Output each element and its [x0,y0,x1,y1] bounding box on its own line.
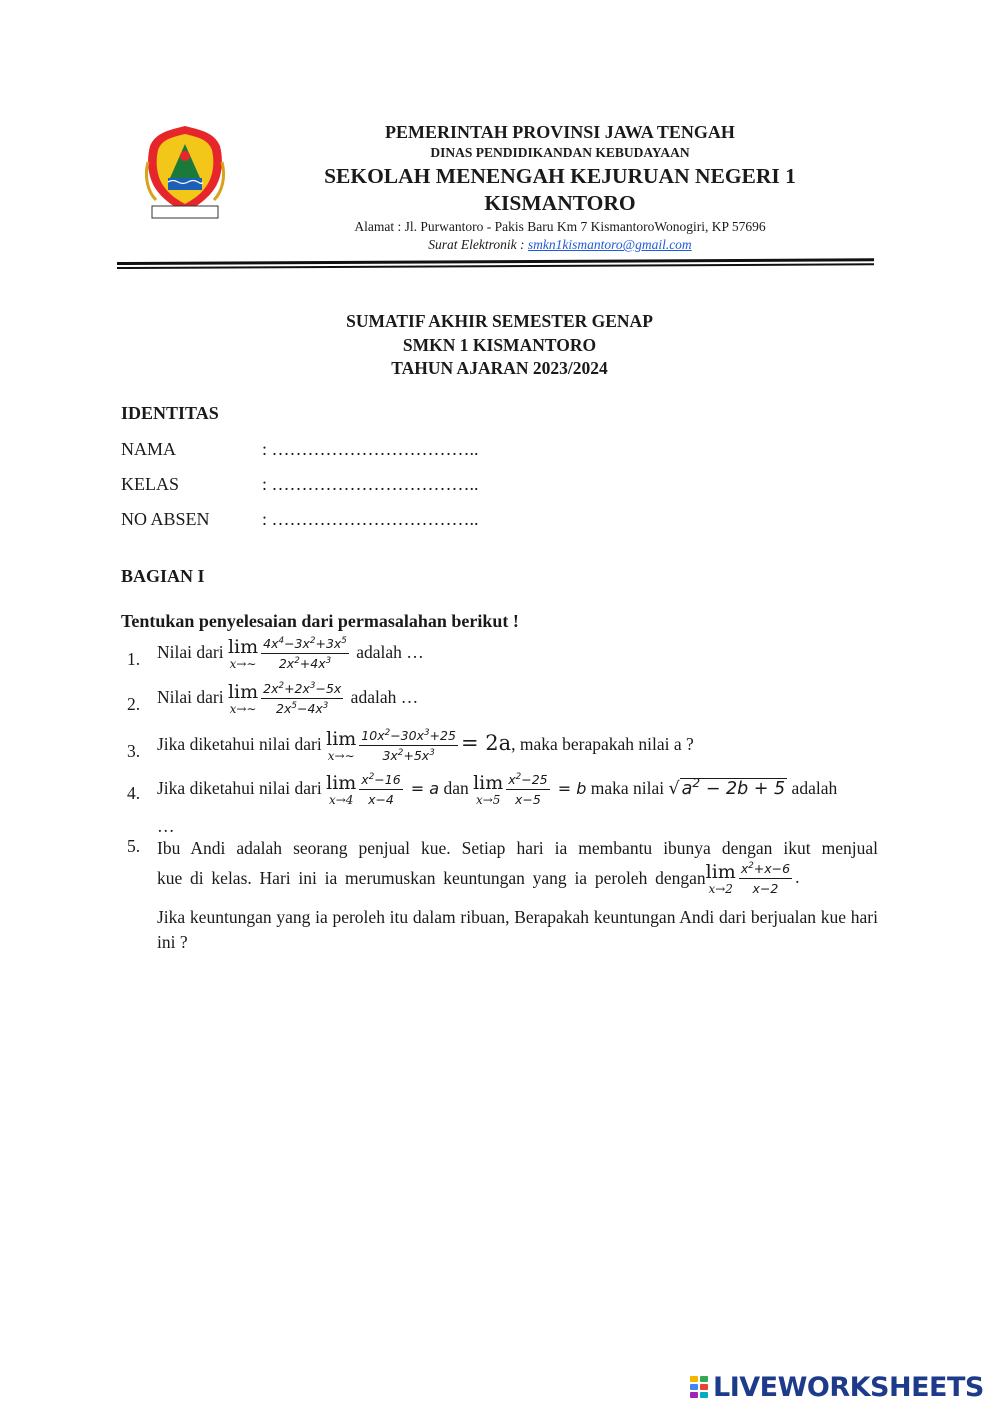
limit-operator: lim x→5 [473,772,504,807]
fraction: $\frac{x^2-16}{x-4}$ [361,771,401,807]
question-text: kue di kelas. Hari ini ia merumuskan keuntungan yang ia peroleh dengan [157,868,706,889]
limit-operator: lim x→∼ [326,728,357,763]
question-continuation: … [157,816,175,836]
limit-operator: lim x→2 [705,861,736,896]
square-root-expression: √ $a^2 - 2b + 5$ [668,776,786,800]
fraction: $\frac{10x^2-30x^3+25}{3x^2+5x^3}$ [361,727,456,763]
school-name-line2: KISMANTORO [484,191,636,215]
school-name: SEKOLAH MENENGAH KEJURUAN NEGERI 1 [324,164,796,188]
question-text: Nilai dari [157,687,228,708]
fraction: $\frac{x^2-25}{x-5}$ [508,771,548,807]
question-text: adalah … [351,642,424,663]
question-text: maka nilai [586,778,669,799]
field-label: NO ABSEN [121,509,210,529]
question-number: 5. [127,836,141,856]
question-number: 3. [127,741,141,761]
equation-rhs: = 2a [460,731,512,756]
question-5-line1: Ibu Andi adalah seorang penjual kue. Setiap hari ia membantu ibunya dengan ikut menjual [157,838,878,858]
limit-operator: lim x→∼ [227,636,259,671]
name-field-blank[interactable]: : …………………………….. [262,439,479,459]
question-number: 4. [127,783,141,803]
limit-operator: lim x→4 [326,772,357,807]
absen-field-blank[interactable]: : …………………………….. [262,509,479,529]
question-text: Jika diketahui nilai dari [157,734,327,755]
identity-row-class [121,474,479,495]
question-number: 1. [127,649,141,669]
email-link[interactable]: smkn1kismantoro@gmail.com [527,237,692,252]
exam-title: SUMATIF AKHIR SEMESTER GENAP [346,311,653,331]
limit-operator: lim x→∼ [227,681,259,716]
question-2 [157,682,418,716]
school-address: Alamat : Jl. Purwantoro - Pakis Baru Km 7 KismantoroWonogiri, KP 57696 [354,219,766,234]
identity-row-name [121,439,479,460]
equation-a: = a [405,779,440,799]
field-label: NAMA [121,439,177,459]
question-3 [157,729,694,763]
question-text: , maka berapakah nilai a ? [511,734,694,755]
liveworksheets-logo-icon [690,1376,710,1400]
class-field-blank[interactable]: : …………………………….. [262,474,479,494]
email-line [300,237,820,253]
question-text: Nilai dari [157,642,228,663]
provincial-emblem-logo [140,122,230,222]
watermark-text: LIVEWORKSHEETS [713,1372,984,1403]
question-text: adalah [787,778,838,799]
government-name: PEMERINTAH PROVINSI JAWA TENGAH [385,122,735,142]
section-instruction: Tentukan penyelesaian dari permasalahan berikut ! [121,611,519,631]
question-5-line2: kue di kelas. Hari ini ia merumuskan keuntungan yang ia peroleh dengan lim x→2 $\frac{x^2+x-6}{x-2}$ . [157,860,800,896]
question-text: adalah … [346,687,419,708]
fraction: $\frac{x^2+x-6}{x-2}$ [740,860,791,896]
question-4 [157,773,837,807]
section-title: BAGIAN I [121,566,205,586]
department-name: DINAS PENDIDIKANDAN KEBUDAYAAN [430,145,690,160]
field-label: KELAS [121,474,179,494]
question-text: dan [439,778,474,799]
question-number: 2. [127,694,141,714]
exam-school: SMKN 1 KISMANTORO [402,335,597,355]
fraction: $\frac{4x^4-3x^2+3x^5}{2x^2+4x^3}$ [263,635,347,671]
identity-row-absen [121,509,479,530]
exam-year: TAHUN AJARAN 2023/2024 [391,358,608,378]
email-label: Surat Elektronik : [428,237,528,252]
identity-heading: IDENTITAS [121,403,219,423]
fraction: $\frac{2x^2+2x^3-5x}{2x^5-4x^3}$ [263,680,342,716]
equation-b: = b [552,779,587,799]
question-1 [157,637,424,671]
question-5-line3: Jika keuntungan yang ia peroleh itu dalam ribuan, Berapakah keuntungan Andi dari berjualan kue hari ini ? [157,907,878,953]
question-text: Jika diketahui nilai dari [157,778,327,799]
liveworksheets-watermark [690,1372,984,1404]
